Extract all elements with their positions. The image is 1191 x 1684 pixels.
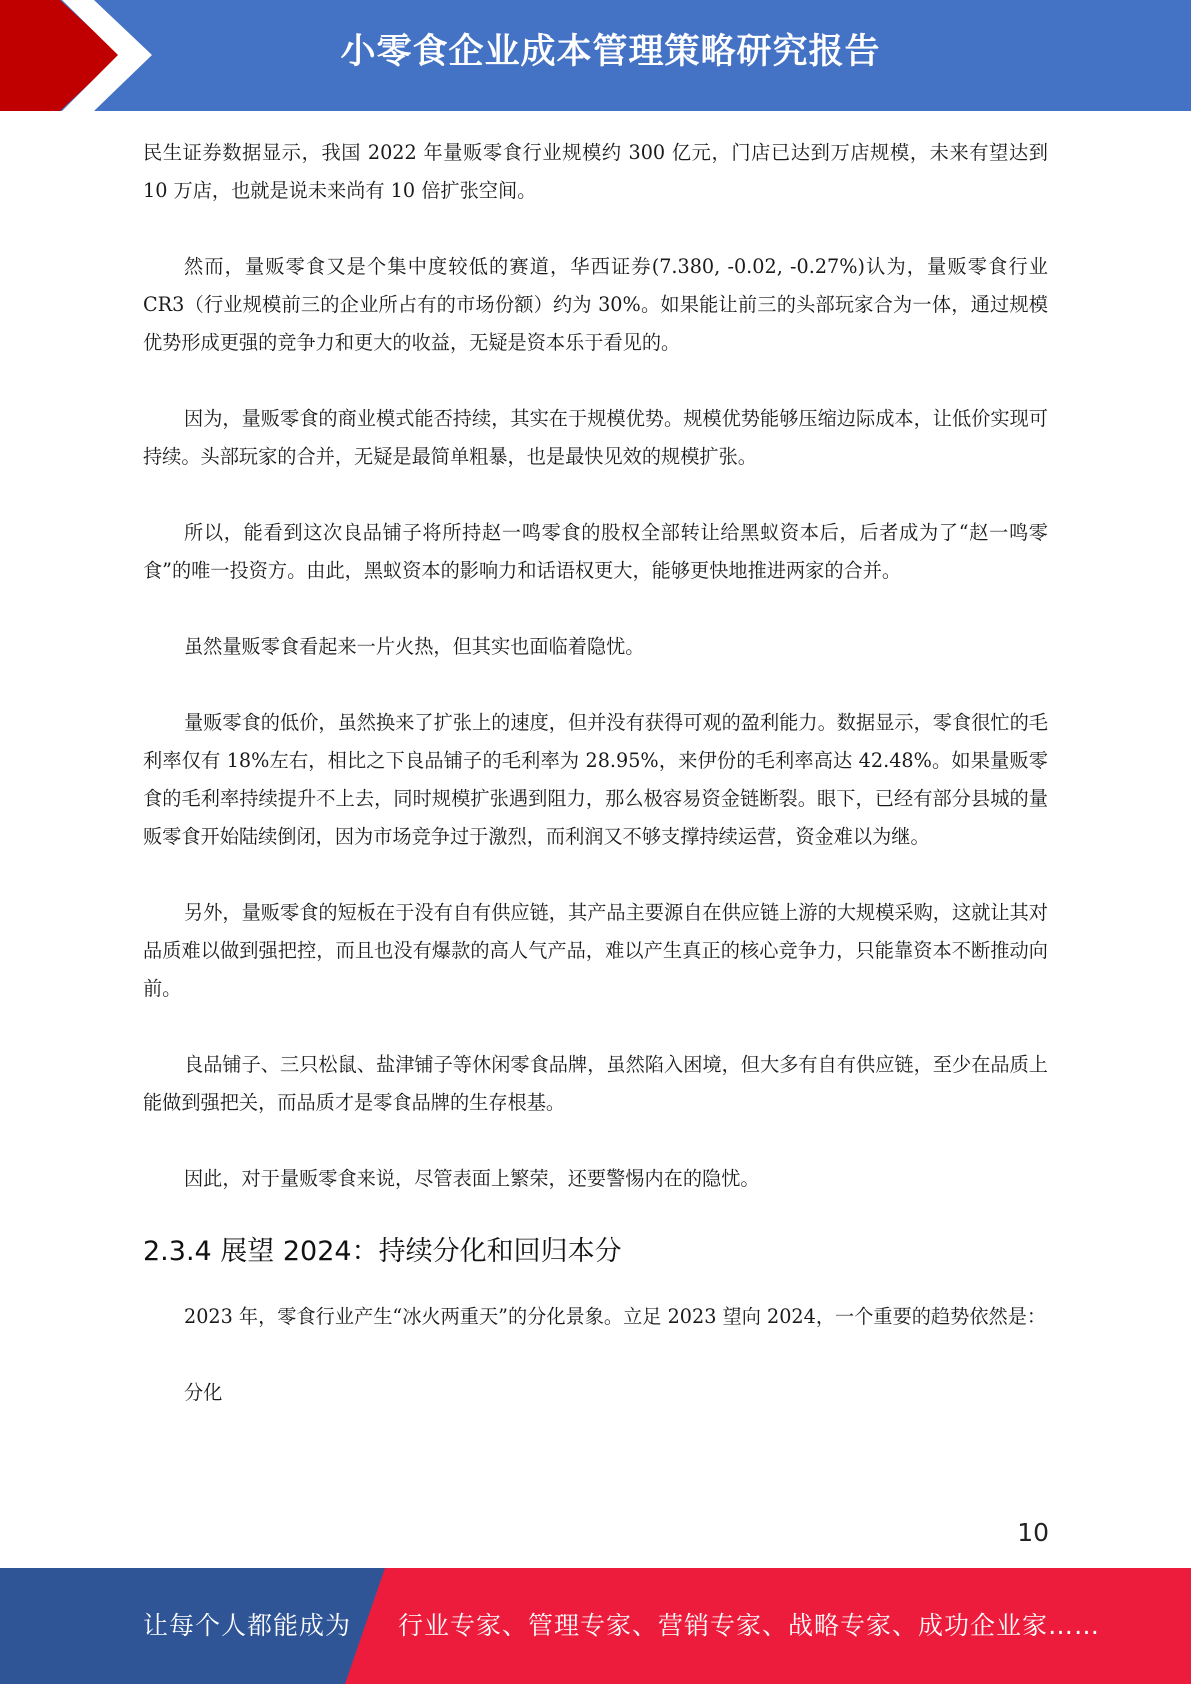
report-title: 小零食企业成本管理策略研究报告 <box>340 32 881 72</box>
paragraph: 另外，量贩零食的短板在于没有自有供应链，其产品主要源自在供应链上游的大规模采购，这就让其对品质难以做到强把控，而且也没有爆款的高人气产品，难以产生真正的核心竞争力，只能靠资本不断推动向前。 <box>143 901 1048 1000</box>
paragraph: 然而，量贩零食又是个集中度较低的赛道，华西证券(7.380, -0.02, -0.27%)认为，量贩零食行业 CR3（行业规模前三的企业所占有的市场份额）约为 30%。如果能让前三的头部玩家合为一体，通过规模优势形成更强的竞争力和更大的收益，无疑是资本乐于看见的。 <box>143 255 1048 354</box>
paragraph: 所以，能看到这次良品铺子将所持赵一鸣零食的股权全部转让给黑蚁资本后，后者成为了“赵一鸣零食”的唯一投资方。由此，黑蚁资本的影响力和话语权更大，能够更快地推进两家的合并。 <box>143 521 1048 582</box>
page-number: 10 <box>1017 1518 1049 1547</box>
paragraph: 因此，对于量贩零食来说，尽管表面上繁荣，还要警惕内在的隐忧。 <box>184 1167 760 1190</box>
footer-slogan-left: 让每个人都能成为 <box>143 1611 352 1640</box>
page-footer <box>0 1568 1191 1684</box>
paragraph: 因为，量贩零食的商业模式能否持续，其实在于规模优势。规模优势能够压缩边际成本，让低价实现可持续。头部玩家的合并，无疑是最简单粗暴，也是最快见效的规模扩张。 <box>143 407 1048 468</box>
page-header <box>0 0 1191 111</box>
paragraph: 分化 <box>184 1381 223 1404</box>
paragraph: 量贩零食的低价，虽然换来了扩张上的速度，但并没有获得可观的盈利能力。数据显示，零食很忙的毛利率仅有 18%左右，相比之下良品铺子的毛利率为 28.95%，来伊份的毛利率高达 42.48%。如果量贩零食的毛利率持续提升不上去，同时规模扩张遇到阻力，那么极容易资金链断裂。眼下，已经有部分县城的量贩零食开始陆续倒闭，因为市场竞争过于激烈，而利润又不够支撑持续运营，资金难以为继。 <box>143 711 1048 848</box>
paragraph: 良品铺子、三只松鼠、盐津铺子等休闲零食品牌，虽然陷入困境，但大多有自有供应链，至少在品质上能做到强把关，而品质才是零食品牌的生存根基。 <box>143 1053 1048 1114</box>
paragraph: 虽然量贩零食看起来一片火热，但其实也面临着隐忧。 <box>184 635 645 658</box>
section-heading: 2.3.4 展望 2024：持续分化和回归本分 <box>143 1236 622 1267</box>
paragraph: 2023 年，零食行业产生“冰火两重天”的分化景象。立足 2023 望向 2024，一个重要的趋势依然是： <box>184 1305 1047 1328</box>
paragraph: 民生证券数据显示，我国 2022 年量贩零食行业规模约 300 亿元，门店已达到万店规模，未来有望达到 10 万店，也就是说未来尚有 10 倍扩张空间。 <box>143 141 1048 202</box>
footer-slogan-right: 行业专家、管理专家、营销专家、战略专家、成功企业家…… <box>398 1611 1101 1640</box>
document-body <box>143 134 1048 1412</box>
